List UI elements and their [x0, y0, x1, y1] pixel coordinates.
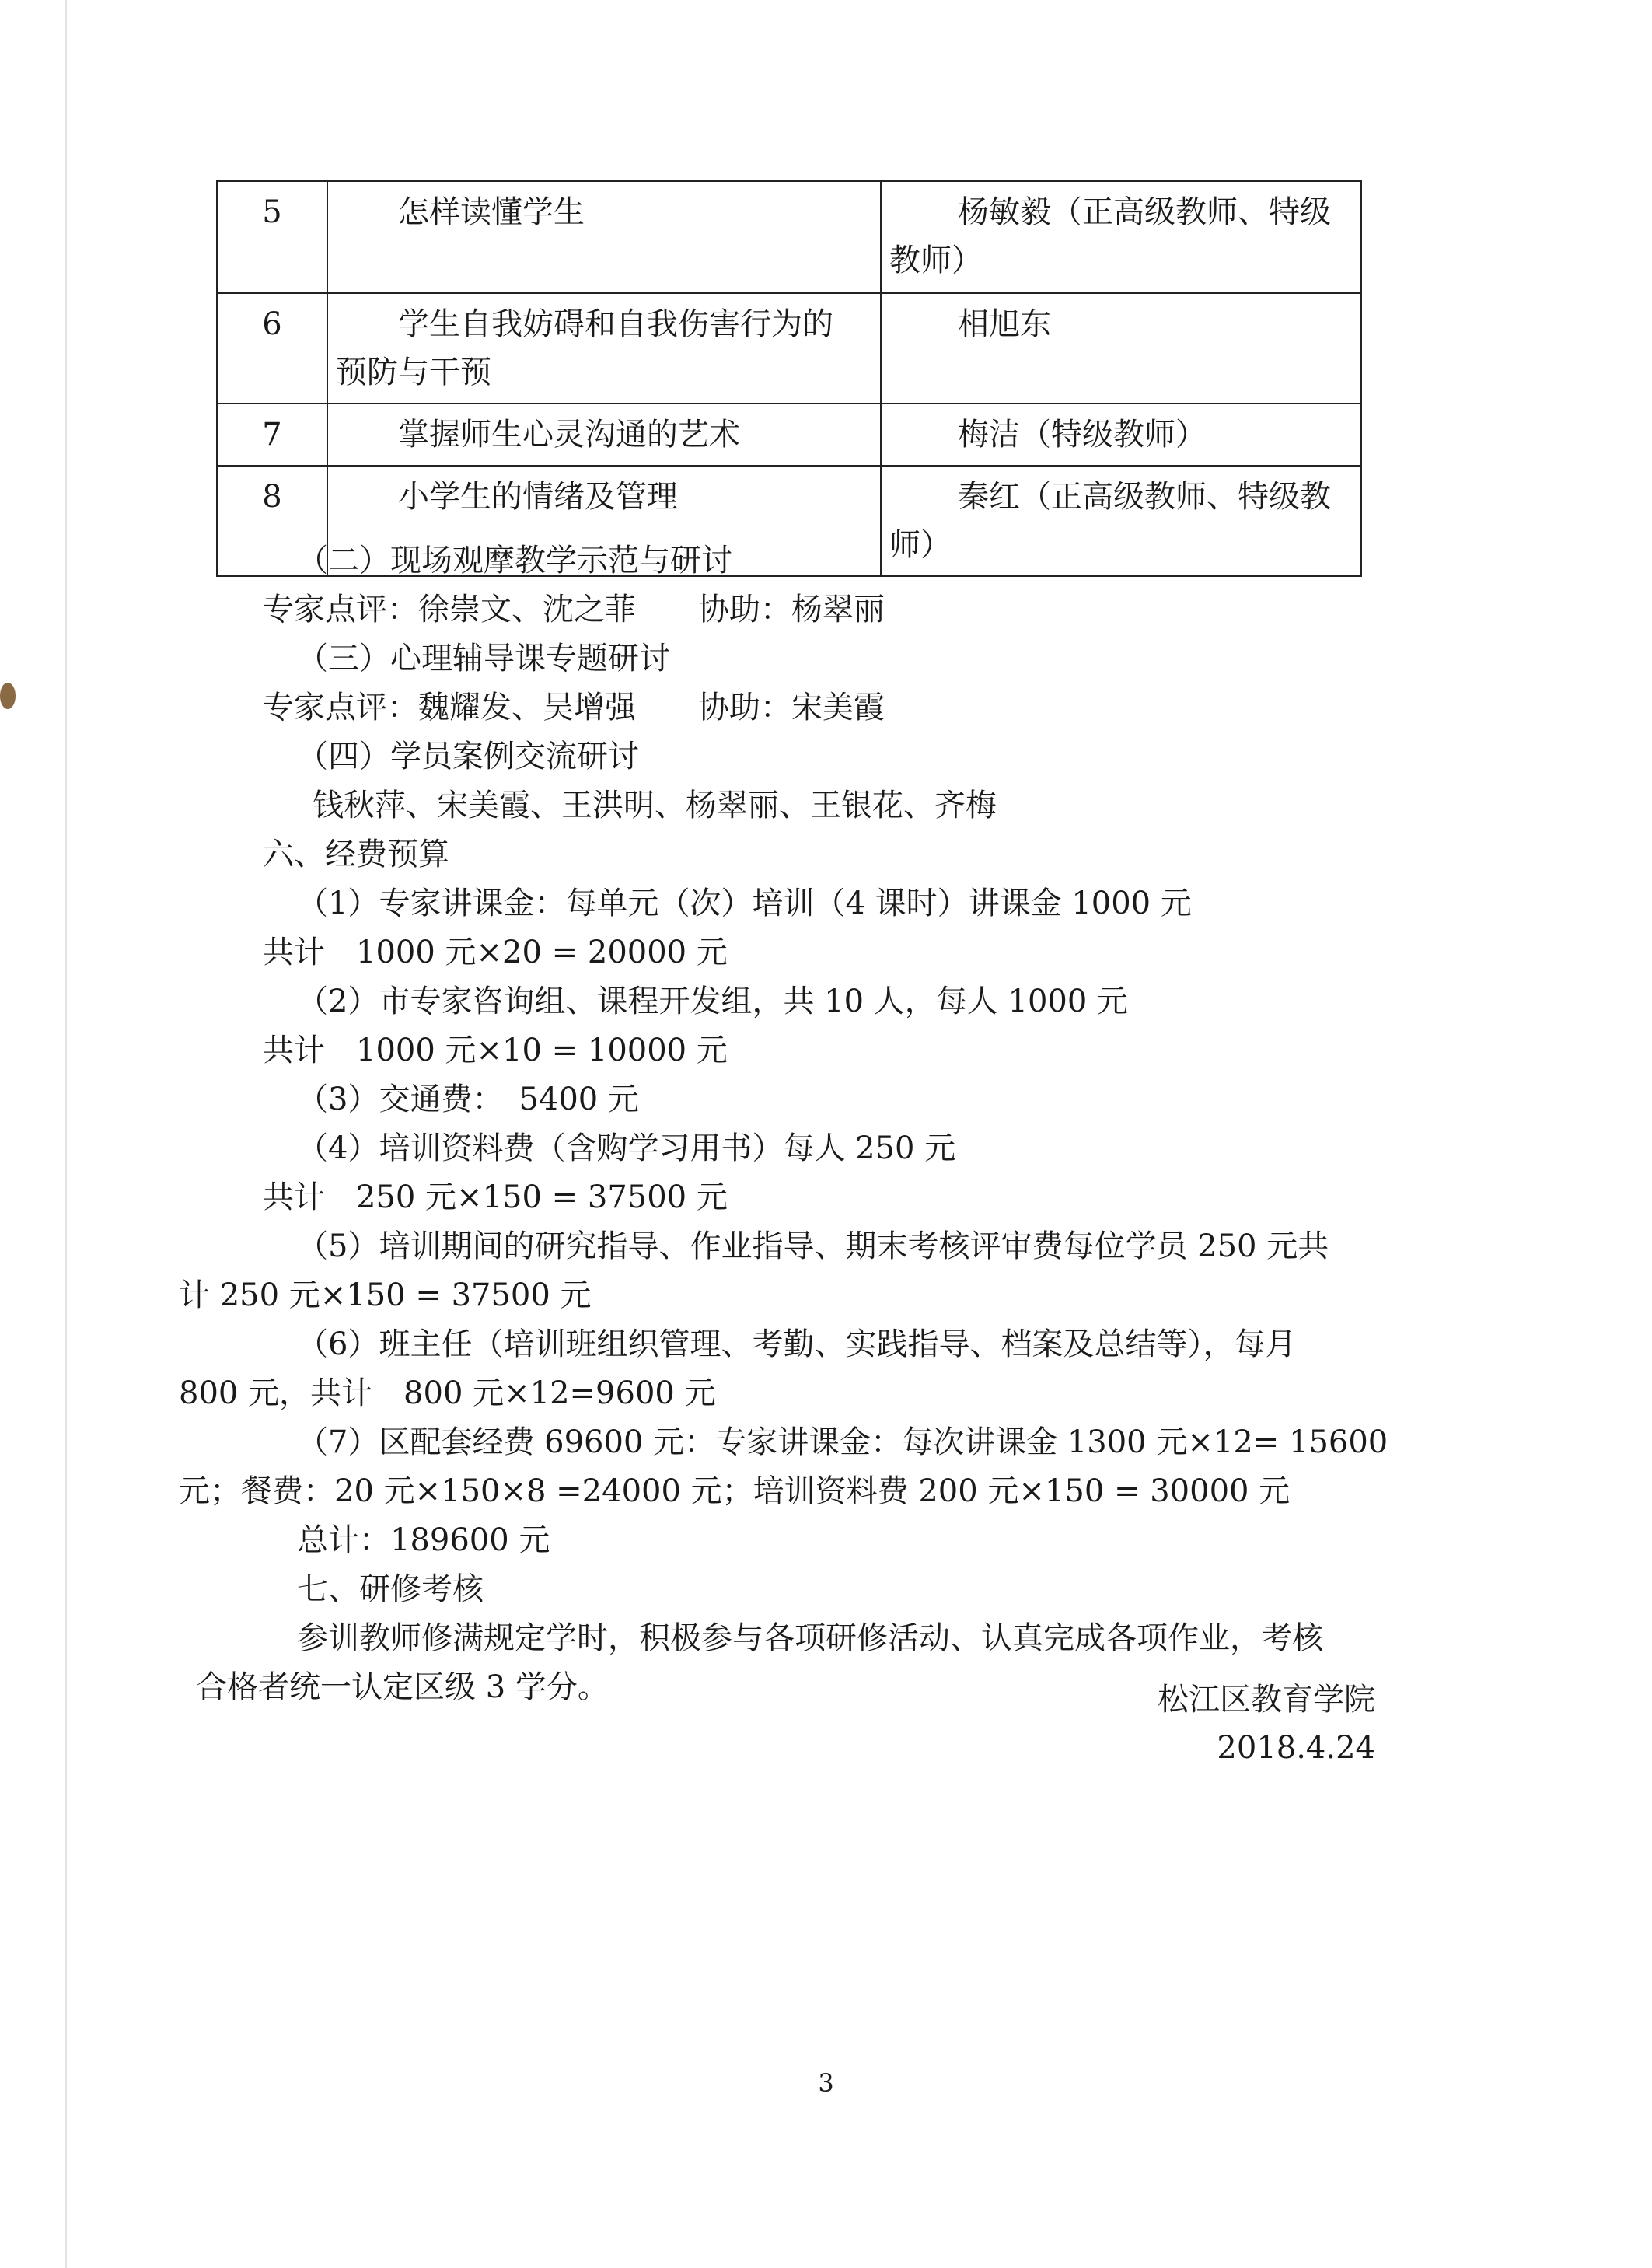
budget-item-cont: 元；餐费：20 元×150×8 =24000 元；培训资料费 200 元×150 = 30000 元 — [179, 1473, 1291, 1509]
signature-block — [1158, 1676, 1375, 1772]
assessment-text-cont: 合格者统一认定区级 3 学分。 — [196, 1669, 609, 1705]
budget-item: （6）班主任（培训班组织管理、考勤、实践指导、档案及总结等），每月 — [297, 1326, 1297, 1362]
scan-speck — [0, 683, 16, 709]
assessment-text: 参训教师修满规定学时，积极参与各项研修活动、认真完成各项作业，考核 — [297, 1620, 1323, 1656]
budget-item: （4）培训资料费（含购学习用书）每人 250 元 — [297, 1131, 956, 1166]
course-speaker — [881, 404, 1361, 466]
budget-item-cont: 计 250 元×150 = 37500 元 — [179, 1277, 592, 1313]
budget-total: 共计 250 元×150 = 37500 元 — [263, 1179, 728, 1215]
section-heading: （四）学员案例交流研讨 — [297, 739, 639, 774]
body-text — [179, 536, 1388, 1712]
section-heading: 六、经费预算 — [263, 837, 449, 872]
scan-fold-line — [65, 0, 67, 2268]
budget-item: （7）区配套经费 69600 元：专家讲课金：每次讲课金 1300 元×12= 15600 — [297, 1424, 1388, 1460]
course-title — [327, 404, 881, 466]
issue-date: 2018.4.24 — [1217, 1730, 1375, 1766]
budget-total: 共计 1000 元×10 = 10000 元 — [263, 1033, 728, 1068]
course-speaker — [881, 293, 1361, 404]
speaker-line: 杨敏毅（正高级教师、特级 — [958, 194, 1331, 230]
budget-total: 共计 1000 元×20 = 20000 元 — [263, 935, 728, 970]
speaker-line: 相旭东 — [958, 306, 1051, 342]
course-title-text: 掌握师生心灵沟通的艺术 — [398, 417, 740, 453]
budget-item: （3）交通费： 5400 元 — [297, 1082, 639, 1117]
section-heading: （三）心理辅导课专题研讨 — [297, 641, 670, 676]
table-row — [217, 293, 1361, 404]
table-row — [217, 404, 1361, 466]
budget-item-cont: 800 元，共计 800 元×12=9600 元 — [179, 1375, 716, 1411]
section-heading: （二）现场观摩教学示范与研讨 — [297, 543, 732, 578]
table-row — [217, 181, 1361, 293]
budget-item: （1）专家讲课金：每单元（次）培训（4 课时）讲课金 1000 元 — [297, 886, 1192, 921]
course-title-cont: 预防与干预 — [336, 355, 491, 390]
speaker-line: 秦红（正高级教师、特级教 — [958, 479, 1331, 515]
section-heading: 七、研修考核 — [297, 1571, 484, 1607]
course-title-text: 怎样读懂学生 — [398, 194, 585, 230]
course-table — [216, 180, 1362, 577]
expert-line: 专家点评：徐崇文、沈之菲 协助：杨翠丽 — [263, 592, 885, 627]
course-title — [327, 181, 881, 293]
budget-item: （5）培训期间的研究指导、作业指导、期末考核评审费每位学员 250 元共 — [297, 1228, 1329, 1264]
row-number: 6 — [217, 293, 327, 404]
expert-line: 专家点评：魏耀发、吴增强 协助：宋美霞 — [263, 690, 885, 725]
row-number: 7 — [217, 404, 327, 466]
speaker-line: 师） — [889, 527, 952, 563]
course-title-text: 学生自我妨碍和自我伤害行为的 — [398, 306, 833, 342]
row-number: 5 — [217, 181, 327, 293]
row-number: 8 — [217, 466, 327, 576]
issuing-organization: 松江区教育学院 — [1158, 1682, 1375, 1718]
budget-item: （2）市专家咨询组、课程开发组，共 10 人，每人 1000 元 — [297, 984, 1129, 1019]
speaker-line: 教师） — [889, 243, 983, 278]
speaker-line: 梅洁（特级教师） — [958, 417, 1207, 453]
page-number: 3 — [818, 2068, 834, 2098]
name-list: 钱秋萍、宋美霞、王洪明、杨翠丽、王银花、齐梅 — [313, 788, 997, 823]
grand-total: 总计：189600 元 — [297, 1522, 550, 1558]
course-title — [327, 293, 881, 404]
course-speaker — [881, 181, 1361, 293]
course-title-text: 小学生的情绪及管理 — [398, 479, 678, 515]
